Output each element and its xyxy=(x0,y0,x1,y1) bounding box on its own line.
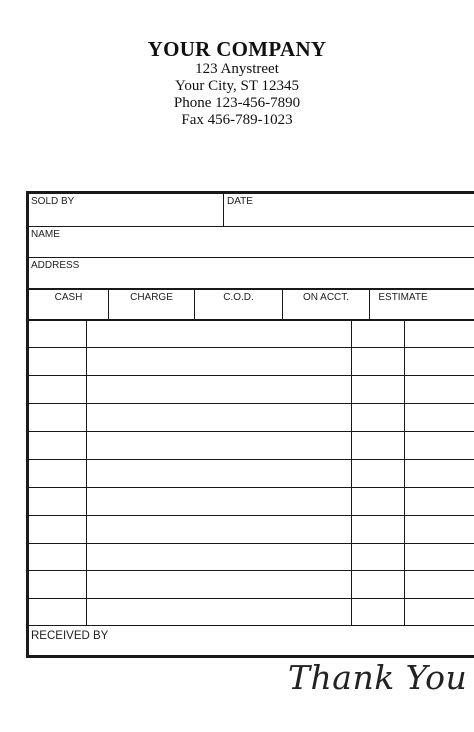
grid-row-line xyxy=(29,598,474,599)
form-top-border xyxy=(26,191,474,194)
grid-row-line xyxy=(29,347,474,348)
grid-row-line xyxy=(29,625,474,626)
company-fax: Fax 456-789-1023 xyxy=(181,112,293,128)
date-field[interactable]: DATE xyxy=(227,196,253,207)
grid-row-line xyxy=(29,515,474,516)
grid-column-line xyxy=(351,321,352,625)
address-field[interactable]: ADDRESS xyxy=(31,260,80,271)
received-by-field[interactable]: RECEIVED BY xyxy=(31,630,109,642)
grid-column-line xyxy=(86,321,87,625)
payment-option-on-acct[interactable]: ON ACCT. xyxy=(302,292,350,303)
payment-option-estimate[interactable]: ESTIMATE xyxy=(378,292,428,303)
company-city: Your City, ST 12345 xyxy=(175,78,299,94)
row-divider-1 xyxy=(29,226,474,227)
row-divider-3 xyxy=(29,288,474,290)
name-field[interactable]: NAME xyxy=(31,229,60,240)
thank-you-text: Thank You xyxy=(288,658,468,697)
grid-row-line xyxy=(29,487,474,488)
payment-bottom-border xyxy=(29,319,474,321)
row-divider-2 xyxy=(29,257,474,258)
sold-by-field[interactable]: SOLD BY xyxy=(31,196,75,207)
company-phone: Phone 123-456-7890 xyxy=(173,95,301,111)
payment-option-cod[interactable]: C.O.D. xyxy=(223,292,254,303)
form-left-border xyxy=(26,191,29,658)
grid-row-line xyxy=(29,543,474,544)
payment-option-charge[interactable]: CHARGE xyxy=(130,292,173,303)
sold-date-divider xyxy=(223,194,224,227)
company-name: YOUR COMPANY xyxy=(147,37,327,61)
grid-row-line xyxy=(29,459,474,460)
grid-row-line xyxy=(29,375,474,376)
grid-row-line xyxy=(29,570,474,571)
grid-column-line xyxy=(404,321,405,625)
company-street: 123 Anystreet xyxy=(195,61,279,77)
payment-option-cash[interactable]: CASH xyxy=(54,292,83,303)
grid-row-line xyxy=(29,403,474,404)
grid-row-line xyxy=(29,431,474,432)
